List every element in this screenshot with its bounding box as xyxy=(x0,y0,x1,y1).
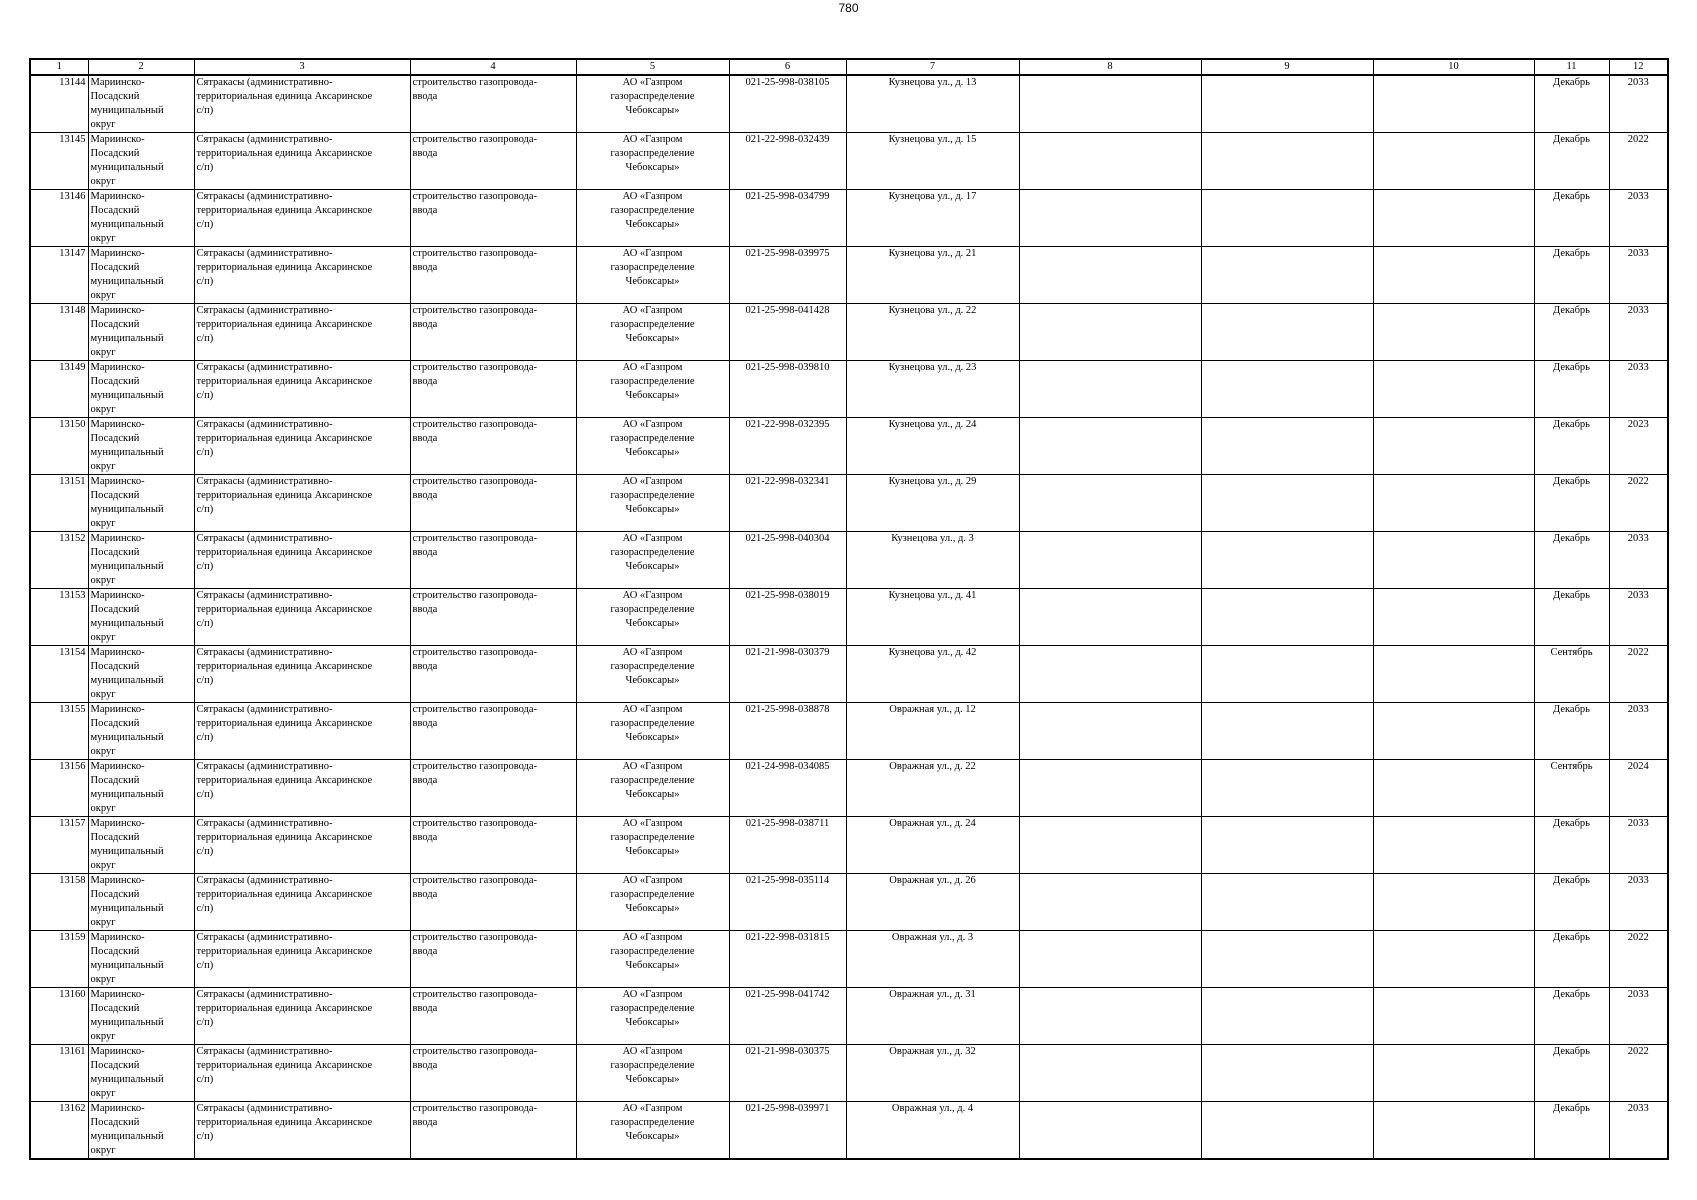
year-cell: 2033 xyxy=(1609,247,1668,304)
object-code-cell: 021-25-998-039975 xyxy=(729,247,846,304)
column-9-cell xyxy=(1201,817,1373,874)
work-type-cell: строительство газопровода- ввода xyxy=(410,760,576,817)
address-cell: Кузнецова ул., д. 42 xyxy=(846,646,1019,703)
district-cell: Мариинско- Посадский муниципальный округ xyxy=(88,817,194,874)
year-cell: 2033 xyxy=(1609,874,1668,931)
work-type-cell: строительство газопровода- ввода xyxy=(410,1045,576,1102)
column-header-12: 12 xyxy=(1609,59,1668,75)
object-code-cell: 021-25-998-038711 xyxy=(729,817,846,874)
object-code-cell: 021-22-998-032439 xyxy=(729,133,846,190)
column-9-cell xyxy=(1201,361,1373,418)
column-10-cell xyxy=(1373,190,1534,247)
column-header-2: 2 xyxy=(88,59,194,75)
month-cell: Декабрь xyxy=(1534,190,1609,247)
organization-cell: АО «Газпром газораспределение Чебоксары» xyxy=(576,133,729,190)
column-10-cell xyxy=(1373,418,1534,475)
year-cell: 2033 xyxy=(1609,817,1668,874)
locality-cell: Сятракасы (административно- территориальная единица Аксаринское с/п) xyxy=(194,247,410,304)
address-cell: Кузнецова ул., д. 13 xyxy=(846,75,1019,133)
district-cell: Мариинско- Посадский муниципальный округ xyxy=(88,703,194,760)
month-cell: Декабрь xyxy=(1534,1102,1609,1160)
year-cell: 2022 xyxy=(1609,646,1668,703)
locality-cell: Сятракасы (административно- территориальная единица Аксаринское с/п) xyxy=(194,1102,410,1160)
work-type-cell: строительство газопровода- ввода xyxy=(410,133,576,190)
address-cell: Овражная ул., д. 32 xyxy=(846,1045,1019,1102)
row-number-cell: 13157 xyxy=(30,817,88,874)
table-row xyxy=(30,703,1668,760)
organization-cell: АО «Газпром газораспределение Чебоксары» xyxy=(576,817,729,874)
organization-cell: АО «Газпром газораспределение Чебоксары» xyxy=(576,247,729,304)
table-row xyxy=(30,304,1668,361)
year-cell: 2033 xyxy=(1609,703,1668,760)
column-8-cell xyxy=(1019,304,1201,361)
year-cell: 2024 xyxy=(1609,760,1668,817)
column-10-cell xyxy=(1373,247,1534,304)
locality-cell: Сятракасы (административно- территориальная единица Аксаринское с/п) xyxy=(194,760,410,817)
locality-cell: Сятракасы (административно- территориальная единица Аксаринское с/п) xyxy=(194,75,410,133)
row-number-cell: 13147 xyxy=(30,247,88,304)
locality-cell: Сятракасы (административно- территориальная единица Аксаринское с/п) xyxy=(194,817,410,874)
column-9-cell xyxy=(1201,1102,1373,1160)
column-10-cell xyxy=(1373,361,1534,418)
locality-cell: Сятракасы (административно- территориальная единица Аксаринское с/п) xyxy=(194,646,410,703)
column-header-1: 1 xyxy=(30,59,88,75)
address-cell: Кузнецова ул., д. 41 xyxy=(846,589,1019,646)
register-table xyxy=(29,58,1669,1160)
month-cell: Сентябрь xyxy=(1534,646,1609,703)
object-code-cell: 021-25-998-038878 xyxy=(729,703,846,760)
column-10-cell xyxy=(1373,75,1534,133)
row-number-cell: 13146 xyxy=(30,190,88,247)
work-type-cell: строительство газопровода- ввода xyxy=(410,247,576,304)
address-cell: Овражная ул., д. 4 xyxy=(846,1102,1019,1160)
year-cell: 2033 xyxy=(1609,532,1668,589)
organization-cell: АО «Газпром газораспределение Чебоксары» xyxy=(576,931,729,988)
column-8-cell xyxy=(1019,988,1201,1045)
column-9-cell xyxy=(1201,247,1373,304)
object-code-cell: 021-21-998-030375 xyxy=(729,1045,846,1102)
object-code-cell: 021-25-998-041428 xyxy=(729,304,846,361)
column-9-cell xyxy=(1201,1045,1373,1102)
table-row xyxy=(30,646,1668,703)
month-cell: Декабрь xyxy=(1534,361,1609,418)
row-number-cell: 13159 xyxy=(30,931,88,988)
locality-cell: Сятракасы (административно- территориальная единица Аксаринское с/п) xyxy=(194,133,410,190)
address-cell: Овражная ул., д. 26 xyxy=(846,874,1019,931)
locality-cell: Сятракасы (административно- территориальная единица Аксаринское с/п) xyxy=(194,475,410,532)
district-cell: Мариинско- Посадский муниципальный округ xyxy=(88,75,194,133)
district-cell: Мариинско- Посадский муниципальный округ xyxy=(88,190,194,247)
organization-cell: АО «Газпром газораспределение Чебоксары» xyxy=(576,760,729,817)
column-8-cell xyxy=(1019,931,1201,988)
district-cell: Мариинско- Посадский муниципальный округ xyxy=(88,361,194,418)
district-cell: Мариинско- Посадский муниципальный округ xyxy=(88,646,194,703)
object-code-cell: 021-24-998-034085 xyxy=(729,760,846,817)
locality-cell: Сятракасы (административно- территориальная единица Аксаринское с/п) xyxy=(194,190,410,247)
column-9-cell xyxy=(1201,532,1373,589)
object-code-cell: 021-25-998-041742 xyxy=(729,988,846,1045)
work-type-cell: строительство газопровода- ввода xyxy=(410,931,576,988)
month-cell: Декабрь xyxy=(1534,589,1609,646)
column-header-9: 9 xyxy=(1201,59,1373,75)
object-code-cell: 021-25-998-039810 xyxy=(729,361,846,418)
address-cell: Овражная ул., д. 22 xyxy=(846,760,1019,817)
organization-cell: АО «Газпром газораспределение Чебоксары» xyxy=(576,418,729,475)
work-type-cell: строительство газопровода- ввода xyxy=(410,190,576,247)
row-number-cell: 13155 xyxy=(30,703,88,760)
table-row xyxy=(30,1045,1668,1102)
month-cell: Декабрь xyxy=(1534,703,1609,760)
row-number-cell: 13162 xyxy=(30,1102,88,1160)
column-10-cell xyxy=(1373,988,1534,1045)
row-number-cell: 13161 xyxy=(30,1045,88,1102)
work-type-cell: строительство газопровода- ввода xyxy=(410,1102,576,1160)
district-cell: Мариинско- Посадский муниципальный округ xyxy=(88,874,194,931)
column-8-cell xyxy=(1019,760,1201,817)
work-type-cell: строительство газопровода- ввода xyxy=(410,646,576,703)
district-cell: Мариинско- Посадский муниципальный округ xyxy=(88,760,194,817)
month-cell: Декабрь xyxy=(1534,247,1609,304)
address-cell: Кузнецова ул., д. 22 xyxy=(846,304,1019,361)
work-type-cell: строительство газопровода- ввода xyxy=(410,418,576,475)
organization-cell: АО «Газпром газораспределение Чебоксары» xyxy=(576,1102,729,1160)
column-9-cell xyxy=(1201,133,1373,190)
work-type-cell: строительство газопровода- ввода xyxy=(410,817,576,874)
column-9-cell xyxy=(1201,418,1373,475)
district-cell: Мариинско- Посадский муниципальный округ xyxy=(88,418,194,475)
work-type-cell: строительство газопровода- ввода xyxy=(410,874,576,931)
column-9-cell xyxy=(1201,931,1373,988)
object-code-cell: 021-25-998-040304 xyxy=(729,532,846,589)
locality-cell: Сятракасы (административно- территориальная единица Аксаринское с/п) xyxy=(194,361,410,418)
row-number-cell: 13158 xyxy=(30,874,88,931)
district-cell: Мариинско- Посадский муниципальный округ xyxy=(88,1102,194,1160)
locality-cell: Сятракасы (административно- территориальная единица Аксаринское с/п) xyxy=(194,703,410,760)
month-cell: Декабрь xyxy=(1534,988,1609,1045)
column-header-8: 8 xyxy=(1019,59,1201,75)
year-cell: 2033 xyxy=(1609,75,1668,133)
work-type-cell: строительство газопровода- ввода xyxy=(410,75,576,133)
address-cell: Овражная ул., д. 3 xyxy=(846,931,1019,988)
table-row xyxy=(30,1102,1668,1160)
table-row xyxy=(30,931,1668,988)
column-8-cell xyxy=(1019,703,1201,760)
column-8-cell xyxy=(1019,817,1201,874)
month-cell: Декабрь xyxy=(1534,133,1609,190)
month-cell: Декабрь xyxy=(1534,931,1609,988)
organization-cell: АО «Газпром газораспределение Чебоксары» xyxy=(576,646,729,703)
row-number-cell: 13153 xyxy=(30,589,88,646)
row-number-cell: 13145 xyxy=(30,133,88,190)
district-cell: Мариинско- Посадский муниципальный округ xyxy=(88,532,194,589)
column-9-cell xyxy=(1201,703,1373,760)
month-cell: Декабрь xyxy=(1534,1045,1609,1102)
district-cell: Мариинско- Посадский муниципальный округ xyxy=(88,988,194,1045)
column-8-cell xyxy=(1019,361,1201,418)
address-cell: Кузнецова ул., д. 17 xyxy=(846,190,1019,247)
row-number-cell: 13154 xyxy=(30,646,88,703)
column-10-cell xyxy=(1373,817,1534,874)
column-header-7: 7 xyxy=(846,59,1019,75)
column-8-cell xyxy=(1019,133,1201,190)
address-cell: Кузнецова ул., д. 21 xyxy=(846,247,1019,304)
object-code-cell: 021-25-998-039971 xyxy=(729,1102,846,1160)
column-header-4: 4 xyxy=(410,59,576,75)
table-row xyxy=(30,361,1668,418)
month-cell: Декабрь xyxy=(1534,817,1609,874)
row-number-cell: 13144 xyxy=(30,75,88,133)
object-code-cell: 021-25-998-038105 xyxy=(729,75,846,133)
object-code-cell: 021-22-998-031815 xyxy=(729,931,846,988)
table-row xyxy=(30,589,1668,646)
object-code-cell: 021-22-998-032395 xyxy=(729,418,846,475)
table-row xyxy=(30,475,1668,532)
organization-cell: АО «Газпром газораспределение Чебоксары» xyxy=(576,304,729,361)
organization-cell: АО «Газпром газораспределение Чебоксары» xyxy=(576,475,729,532)
table-row xyxy=(30,133,1668,190)
year-cell: 2033 xyxy=(1609,361,1668,418)
address-cell: Кузнецова ул., д. 23 xyxy=(846,361,1019,418)
column-8-cell xyxy=(1019,247,1201,304)
locality-cell: Сятракасы (административно- территориальная единица Аксаринское с/п) xyxy=(194,532,410,589)
table-row xyxy=(30,760,1668,817)
row-number-cell: 13152 xyxy=(30,532,88,589)
column-10-cell xyxy=(1373,475,1534,532)
column-header-3: 3 xyxy=(194,59,410,75)
year-cell: 2022 xyxy=(1609,475,1668,532)
object-code-cell: 021-22-998-032341 xyxy=(729,475,846,532)
year-cell: 2022 xyxy=(1609,133,1668,190)
object-code-cell: 021-25-998-038019 xyxy=(729,589,846,646)
row-number-cell: 13149 xyxy=(30,361,88,418)
table-row xyxy=(30,247,1668,304)
month-cell: Сентябрь xyxy=(1534,760,1609,817)
column-8-cell xyxy=(1019,75,1201,133)
column-header-6: 6 xyxy=(729,59,846,75)
column-10-cell xyxy=(1373,133,1534,190)
column-10-cell xyxy=(1373,874,1534,931)
month-cell: Декабрь xyxy=(1534,532,1609,589)
work-type-cell: строительство газопровода- ввода xyxy=(410,304,576,361)
column-number-header-row xyxy=(30,59,1668,75)
row-number-cell: 13156 xyxy=(30,760,88,817)
table-row xyxy=(30,190,1668,247)
work-type-cell: строительство газопровода- ввода xyxy=(410,532,576,589)
column-header-10: 10 xyxy=(1373,59,1534,75)
locality-cell: Сятракасы (административно- территориальная единица Аксаринское с/п) xyxy=(194,304,410,361)
address-cell: Кузнецова ул., д. 3 xyxy=(846,532,1019,589)
column-10-cell xyxy=(1373,532,1534,589)
column-8-cell xyxy=(1019,190,1201,247)
column-8-cell xyxy=(1019,418,1201,475)
column-8-cell xyxy=(1019,1045,1201,1102)
month-cell: Декабрь xyxy=(1534,304,1609,361)
column-header-5: 5 xyxy=(576,59,729,75)
address-cell: Кузнецова ул., д. 29 xyxy=(846,475,1019,532)
address-cell: Кузнецова ул., д. 24 xyxy=(846,418,1019,475)
district-cell: Мариинско- Посадский муниципальный округ xyxy=(88,931,194,988)
column-9-cell xyxy=(1201,75,1373,133)
organization-cell: АО «Газпром газораспределение Чебоксары» xyxy=(576,532,729,589)
column-9-cell xyxy=(1201,874,1373,931)
column-10-cell xyxy=(1373,931,1534,988)
row-number-cell: 13150 xyxy=(30,418,88,475)
locality-cell: Сятракасы (административно- территориальная единица Аксаринское с/п) xyxy=(194,1045,410,1102)
column-8-cell xyxy=(1019,589,1201,646)
page-number: 780 xyxy=(838,1,859,15)
district-cell: Мариинско- Посадский муниципальный округ xyxy=(88,133,194,190)
month-cell: Декабрь xyxy=(1534,75,1609,133)
work-type-cell: строительство газопровода- ввода xyxy=(410,475,576,532)
year-cell: 2023 xyxy=(1609,418,1668,475)
column-10-cell xyxy=(1373,304,1534,361)
work-type-cell: строительство газопровода- ввода xyxy=(410,361,576,418)
column-9-cell xyxy=(1201,760,1373,817)
row-number-cell: 13148 xyxy=(30,304,88,361)
district-cell: Мариинско- Посадский муниципальный округ xyxy=(88,247,194,304)
table-body xyxy=(30,75,1668,1159)
row-number-cell: 13151 xyxy=(30,475,88,532)
organization-cell: АО «Газпром газораспределение Чебоксары» xyxy=(576,988,729,1045)
year-cell: 2033 xyxy=(1609,988,1668,1045)
locality-cell: Сятракасы (административно- территориальная единица Аксаринское с/п) xyxy=(194,988,410,1045)
year-cell: 2033 xyxy=(1609,1102,1668,1160)
column-8-cell xyxy=(1019,475,1201,532)
organization-cell: АО «Газпром газораспределение Чебоксары» xyxy=(576,190,729,247)
column-9-cell xyxy=(1201,190,1373,247)
table-row xyxy=(30,988,1668,1045)
column-9-cell xyxy=(1201,988,1373,1045)
year-cell: 2022 xyxy=(1609,931,1668,988)
column-10-cell xyxy=(1373,703,1534,760)
table-row xyxy=(30,532,1668,589)
table-row xyxy=(30,75,1668,133)
district-cell: Мариинско- Посадский муниципальный округ xyxy=(88,589,194,646)
column-10-cell xyxy=(1373,646,1534,703)
work-type-cell: строительство газопровода- ввода xyxy=(410,703,576,760)
month-cell: Декабрь xyxy=(1534,418,1609,475)
column-9-cell xyxy=(1201,475,1373,532)
object-code-cell: 021-25-998-035114 xyxy=(729,874,846,931)
column-10-cell xyxy=(1373,1102,1534,1160)
work-type-cell: строительство газопровода- ввода xyxy=(410,988,576,1045)
locality-cell: Сятракасы (административно- территориальная единица Аксаринское с/п) xyxy=(194,874,410,931)
table-row xyxy=(30,418,1668,475)
column-10-cell xyxy=(1373,1045,1534,1102)
organization-cell: АО «Газпром газораспределение Чебоксары» xyxy=(576,75,729,133)
district-cell: Мариинско- Посадский муниципальный округ xyxy=(88,1045,194,1102)
locality-cell: Сятракасы (административно- территориальная единица Аксаринское с/п) xyxy=(194,589,410,646)
district-cell: Мариинско- Посадский муниципальный округ xyxy=(88,475,194,532)
year-cell: 2033 xyxy=(1609,589,1668,646)
column-10-cell xyxy=(1373,589,1534,646)
organization-cell: АО «Газпром газораспределение Чебоксары» xyxy=(576,874,729,931)
month-cell: Декабрь xyxy=(1534,475,1609,532)
address-cell: Овражная ул., д. 24 xyxy=(846,817,1019,874)
table-row xyxy=(30,874,1668,931)
year-cell: 2033 xyxy=(1609,304,1668,361)
row-number-cell: 13160 xyxy=(30,988,88,1045)
organization-cell: АО «Газпром газораспределение Чебоксары» xyxy=(576,589,729,646)
table-row xyxy=(30,817,1668,874)
month-cell: Декабрь xyxy=(1534,874,1609,931)
locality-cell: Сятракасы (административно- территориальная единица Аксаринское с/п) xyxy=(194,931,410,988)
column-10-cell xyxy=(1373,760,1534,817)
column-8-cell xyxy=(1019,646,1201,703)
column-9-cell xyxy=(1201,304,1373,361)
address-cell: Овражная ул., д. 12 xyxy=(846,703,1019,760)
column-8-cell xyxy=(1019,1102,1201,1160)
year-cell: 2033 xyxy=(1609,190,1668,247)
organization-cell: АО «Газпром газораспределение Чебоксары» xyxy=(576,1045,729,1102)
work-type-cell: строительство газопровода- ввода xyxy=(410,589,576,646)
address-cell: Овражная ул., д. 31 xyxy=(846,988,1019,1045)
column-8-cell xyxy=(1019,532,1201,589)
column-9-cell xyxy=(1201,589,1373,646)
year-cell: 2022 xyxy=(1609,1045,1668,1102)
district-cell: Мариинско- Посадский муниципальный округ xyxy=(88,304,194,361)
column-8-cell xyxy=(1019,874,1201,931)
column-9-cell xyxy=(1201,646,1373,703)
object-code-cell: 021-25-998-034799 xyxy=(729,190,846,247)
organization-cell: АО «Газпром газораспределение Чебоксары» xyxy=(576,361,729,418)
column-header-11: 11 xyxy=(1534,59,1609,75)
locality-cell: Сятракасы (административно- территориальная единица Аксаринское с/п) xyxy=(194,418,410,475)
object-code-cell: 021-21-998-030379 xyxy=(729,646,846,703)
address-cell: Кузнецова ул., д. 15 xyxy=(846,133,1019,190)
organization-cell: АО «Газпром газораспределение Чебоксары» xyxy=(576,703,729,760)
